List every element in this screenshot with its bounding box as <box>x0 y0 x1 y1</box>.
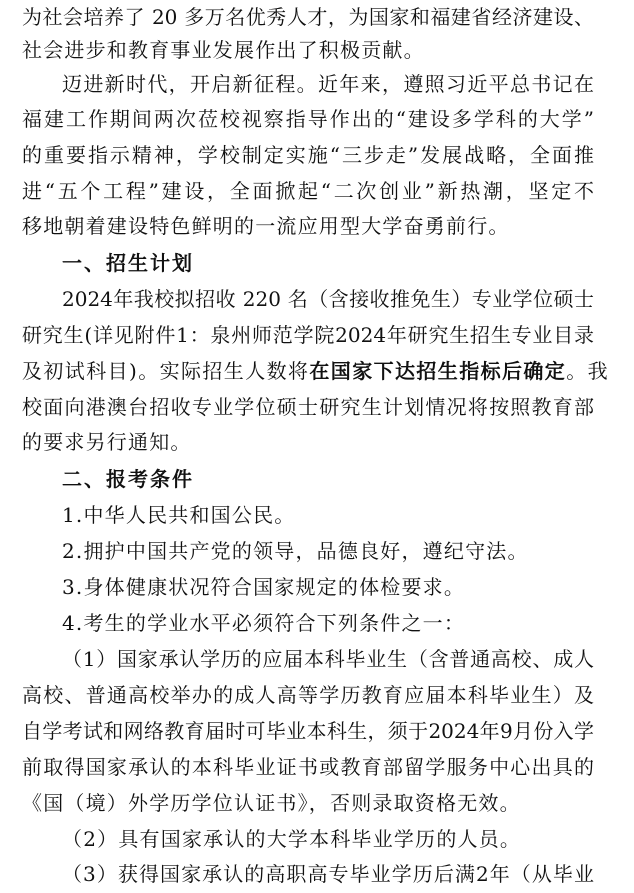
text-line: （1）国家承认学历的应届本科毕业生（含普通高校、成人 <box>62 647 594 671</box>
list-item: 1.中华人民共和国公民。 <box>62 503 296 527</box>
text-line: （2）具有国家承认的大学本科毕业学历的人员。 <box>62 827 522 851</box>
text-line: 进“五个工程”建设，全面掀起“二次创业”新热潮，坚定不 <box>22 179 594 203</box>
text-fragment: 。我 <box>566 359 610 383</box>
text-line: 移地朝着建设特色鲜明的一流应用型大学奋勇前行。 <box>22 214 510 238</box>
text-line: 高校、普通高校举办的成人高等学历教育应届本科毕业生）及 <box>22 683 594 707</box>
text-line: 的重要指示精神，学校制定实施“三步走”发展战略，全面推 <box>22 143 594 167</box>
emphasized-text: 在国家下达招生指标后确定 <box>309 359 567 383</box>
text-line: 研究生(详见附件1：泉州师范学院2024年研究生招生专业目录 <box>22 323 594 347</box>
text-line: 2024年我校拟招收 220 名（含接收推免生）专业学位硕士 <box>62 287 594 311</box>
list-item: 3.身体健康状况符合国家规定的体检要求。 <box>62 575 466 599</box>
text-line: （3）获得国家承认的高职高专毕业学历后满2年（从毕业 <box>62 862 594 886</box>
text-line-mixed <box>22 354 610 388</box>
list-item: 2.拥护中国共产党的领导，品德良好，遵纪守法。 <box>62 539 529 563</box>
text-line: 的要求另行通知。 <box>22 430 192 454</box>
text-line: 迈进新时代，开启新征程。近年来，遵照习近平总书记在 <box>62 72 594 96</box>
text-line: 校面向港澳台招收专业学位硕士研究生计划情况将按照教育部 <box>22 395 594 419</box>
list-item: 4.考生的学业水平必须符合下列条件之一： <box>62 611 466 635</box>
text-line: 为社会培养了 20 多万名优秀人才，为国家和福建省经济建设、 <box>22 5 594 29</box>
text-fragment: 及初试科目)。实际招生人数将 <box>22 359 310 383</box>
text-line: 《国（境）外学历学位认证书》，否则录取资格无效。 <box>22 791 521 815</box>
text-line: 社会进步和教育事业发展作出了积极贡献。 <box>22 38 425 62</box>
text-line: 福建工作期间两次莅校视察指导作出的“建设多学科的大学” <box>22 107 594 131</box>
text-line: 自学考试和网络教育届时可毕业本科生，须于2024年9月份入学 <box>22 719 594 743</box>
text-line: 前取得国家承认的本科毕业证书或教育部留学服务中心出具的 <box>22 755 594 779</box>
section-heading-eligibility: 二、报考条件 <box>62 467 194 491</box>
section-heading-enrollment-plan: 一、招生计划 <box>62 251 194 275</box>
